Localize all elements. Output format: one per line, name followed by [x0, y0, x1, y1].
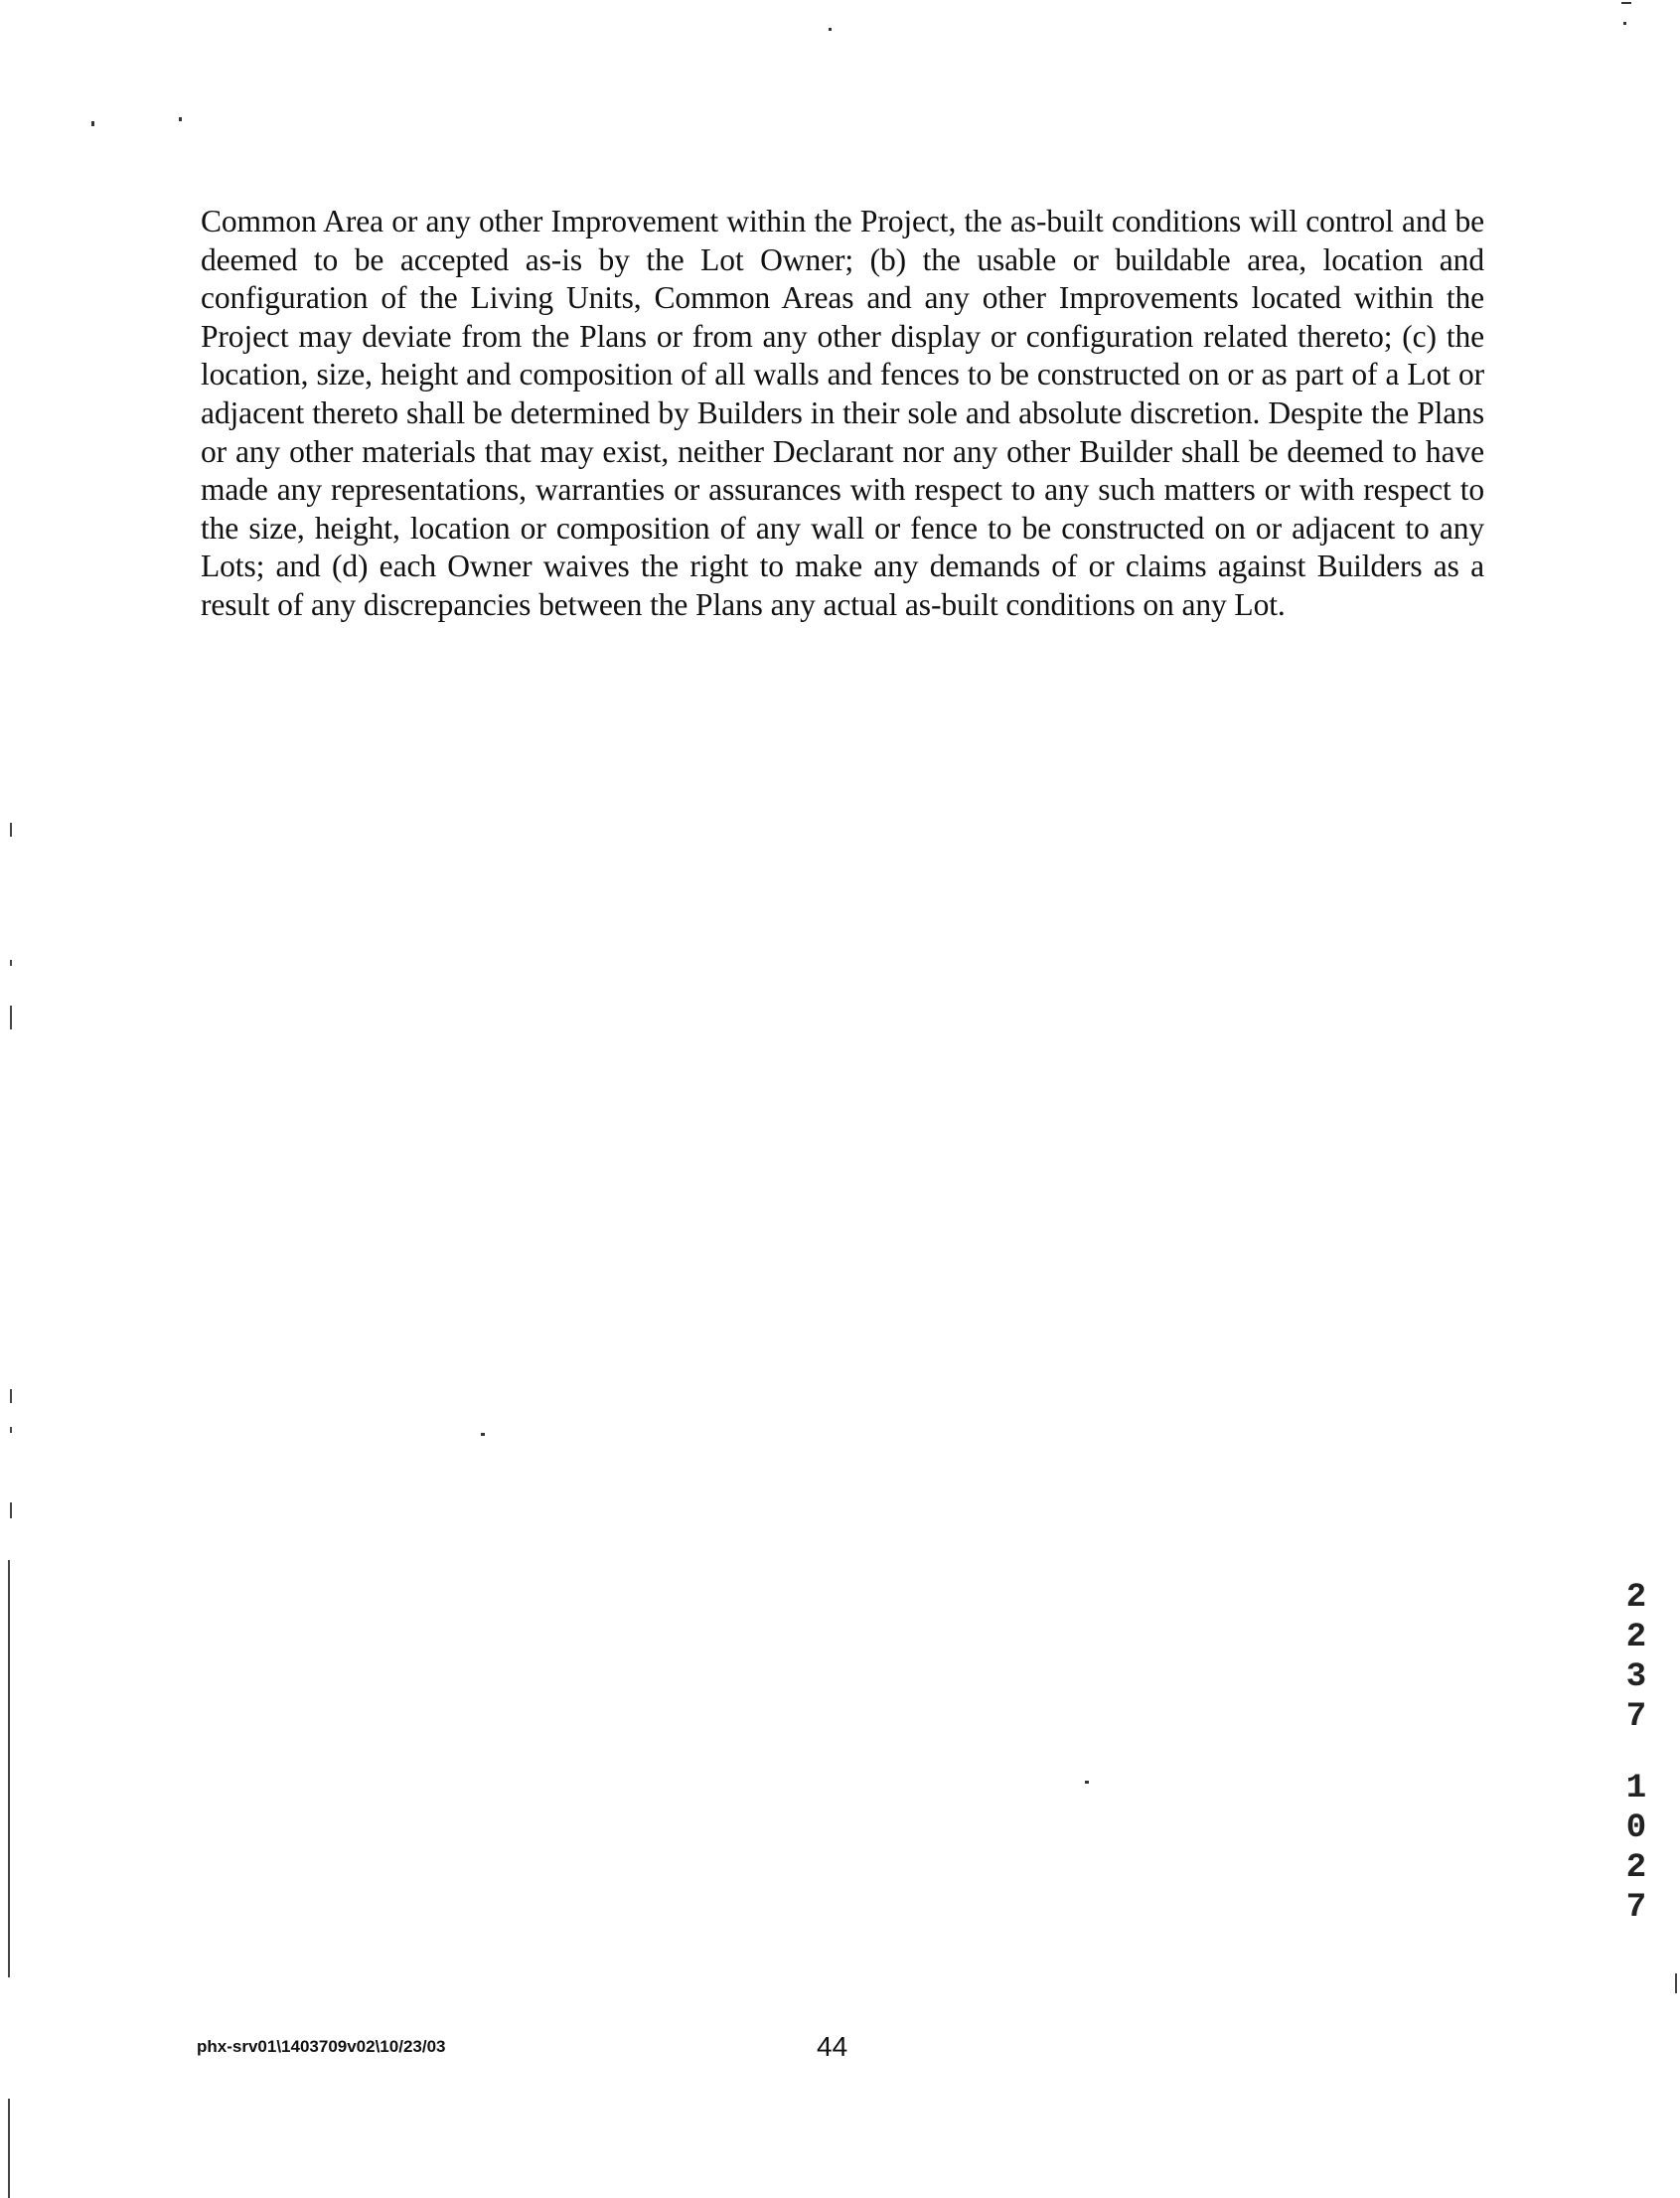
- scan-edge-mark: [10, 960, 12, 966]
- stamp-digit: 3: [1625, 1658, 1647, 1696]
- scan-edge-mark: [10, 1006, 12, 1029]
- stamp-digit: 7: [1625, 1698, 1647, 1736]
- scan-edge-mark: [10, 1502, 12, 1518]
- scan-speck: [1085, 1781, 1089, 1784]
- stamp-digit: 7: [1625, 1889, 1647, 1927]
- scan-edge-mark: [10, 1427, 12, 1433]
- stamp-digit: 2: [1625, 1849, 1647, 1887]
- recording-stamp: [1613, 1578, 1659, 1928]
- stamp-digit: 2: [1625, 1619, 1647, 1656]
- stamp-digit: 1: [1625, 1770, 1647, 1807]
- recording-stamp-group-2: [1613, 1769, 1659, 1928]
- scan-edge-mark: [1675, 1973, 1677, 1993]
- scan-speck: [481, 1433, 485, 1436]
- scan-edge-mark: [10, 1389, 12, 1403]
- body-paragraph: Common Area or any other Improvement within the Project, the as-built conditions will control and be deemed to be accepted as-is by the Lot Owner; (b) the usable or buildable area, location and configuration of the Living Units, Common Areas and any other Improvements located within the Project may deviate from the Plans or from any other display or configuration related thereto; (c) the location, size, height and composition of all walls and fences to be constructed on or as part of a Lot or adjacent thereto shall be determined by Builders in their sole and absolute discretion. Despite the Plans or any other materials that may exist, neither Declarant nor any other Builder shall be deemed to have made any representations, warranties or assurances with respect to any such matters or with respect to the size, height, location or composition of any wall or fence to be constructed on or adjacent to any Lots; and (d) each Owner waives the right to make any demands of or claims against Builders as a result of any discrepancies between the Plans any actual as-built conditions on any Lot.: [201, 204, 1484, 622]
- scan-speck: [1623, 22, 1626, 25]
- stamp-digit: 0: [1625, 1809, 1647, 1847]
- scan-speck: [829, 28, 832, 31]
- stamp-digit: 2: [1625, 1579, 1647, 1617]
- scan-speck: [91, 121, 94, 126]
- scan-edge-mark: [10, 823, 12, 837]
- recording-stamp-group-1: [1613, 1578, 1659, 1737]
- scan-edge-mark: [8, 1560, 10, 1977]
- page-number: 44: [817, 2031, 848, 2062]
- scan-speck: [1621, 2, 1631, 4]
- scan-edge-mark: [8, 2099, 10, 2198]
- document-footer-id: phx-srv01\1403709v02\10/23/03: [197, 2037, 446, 2056]
- scan-speck: [179, 117, 182, 121]
